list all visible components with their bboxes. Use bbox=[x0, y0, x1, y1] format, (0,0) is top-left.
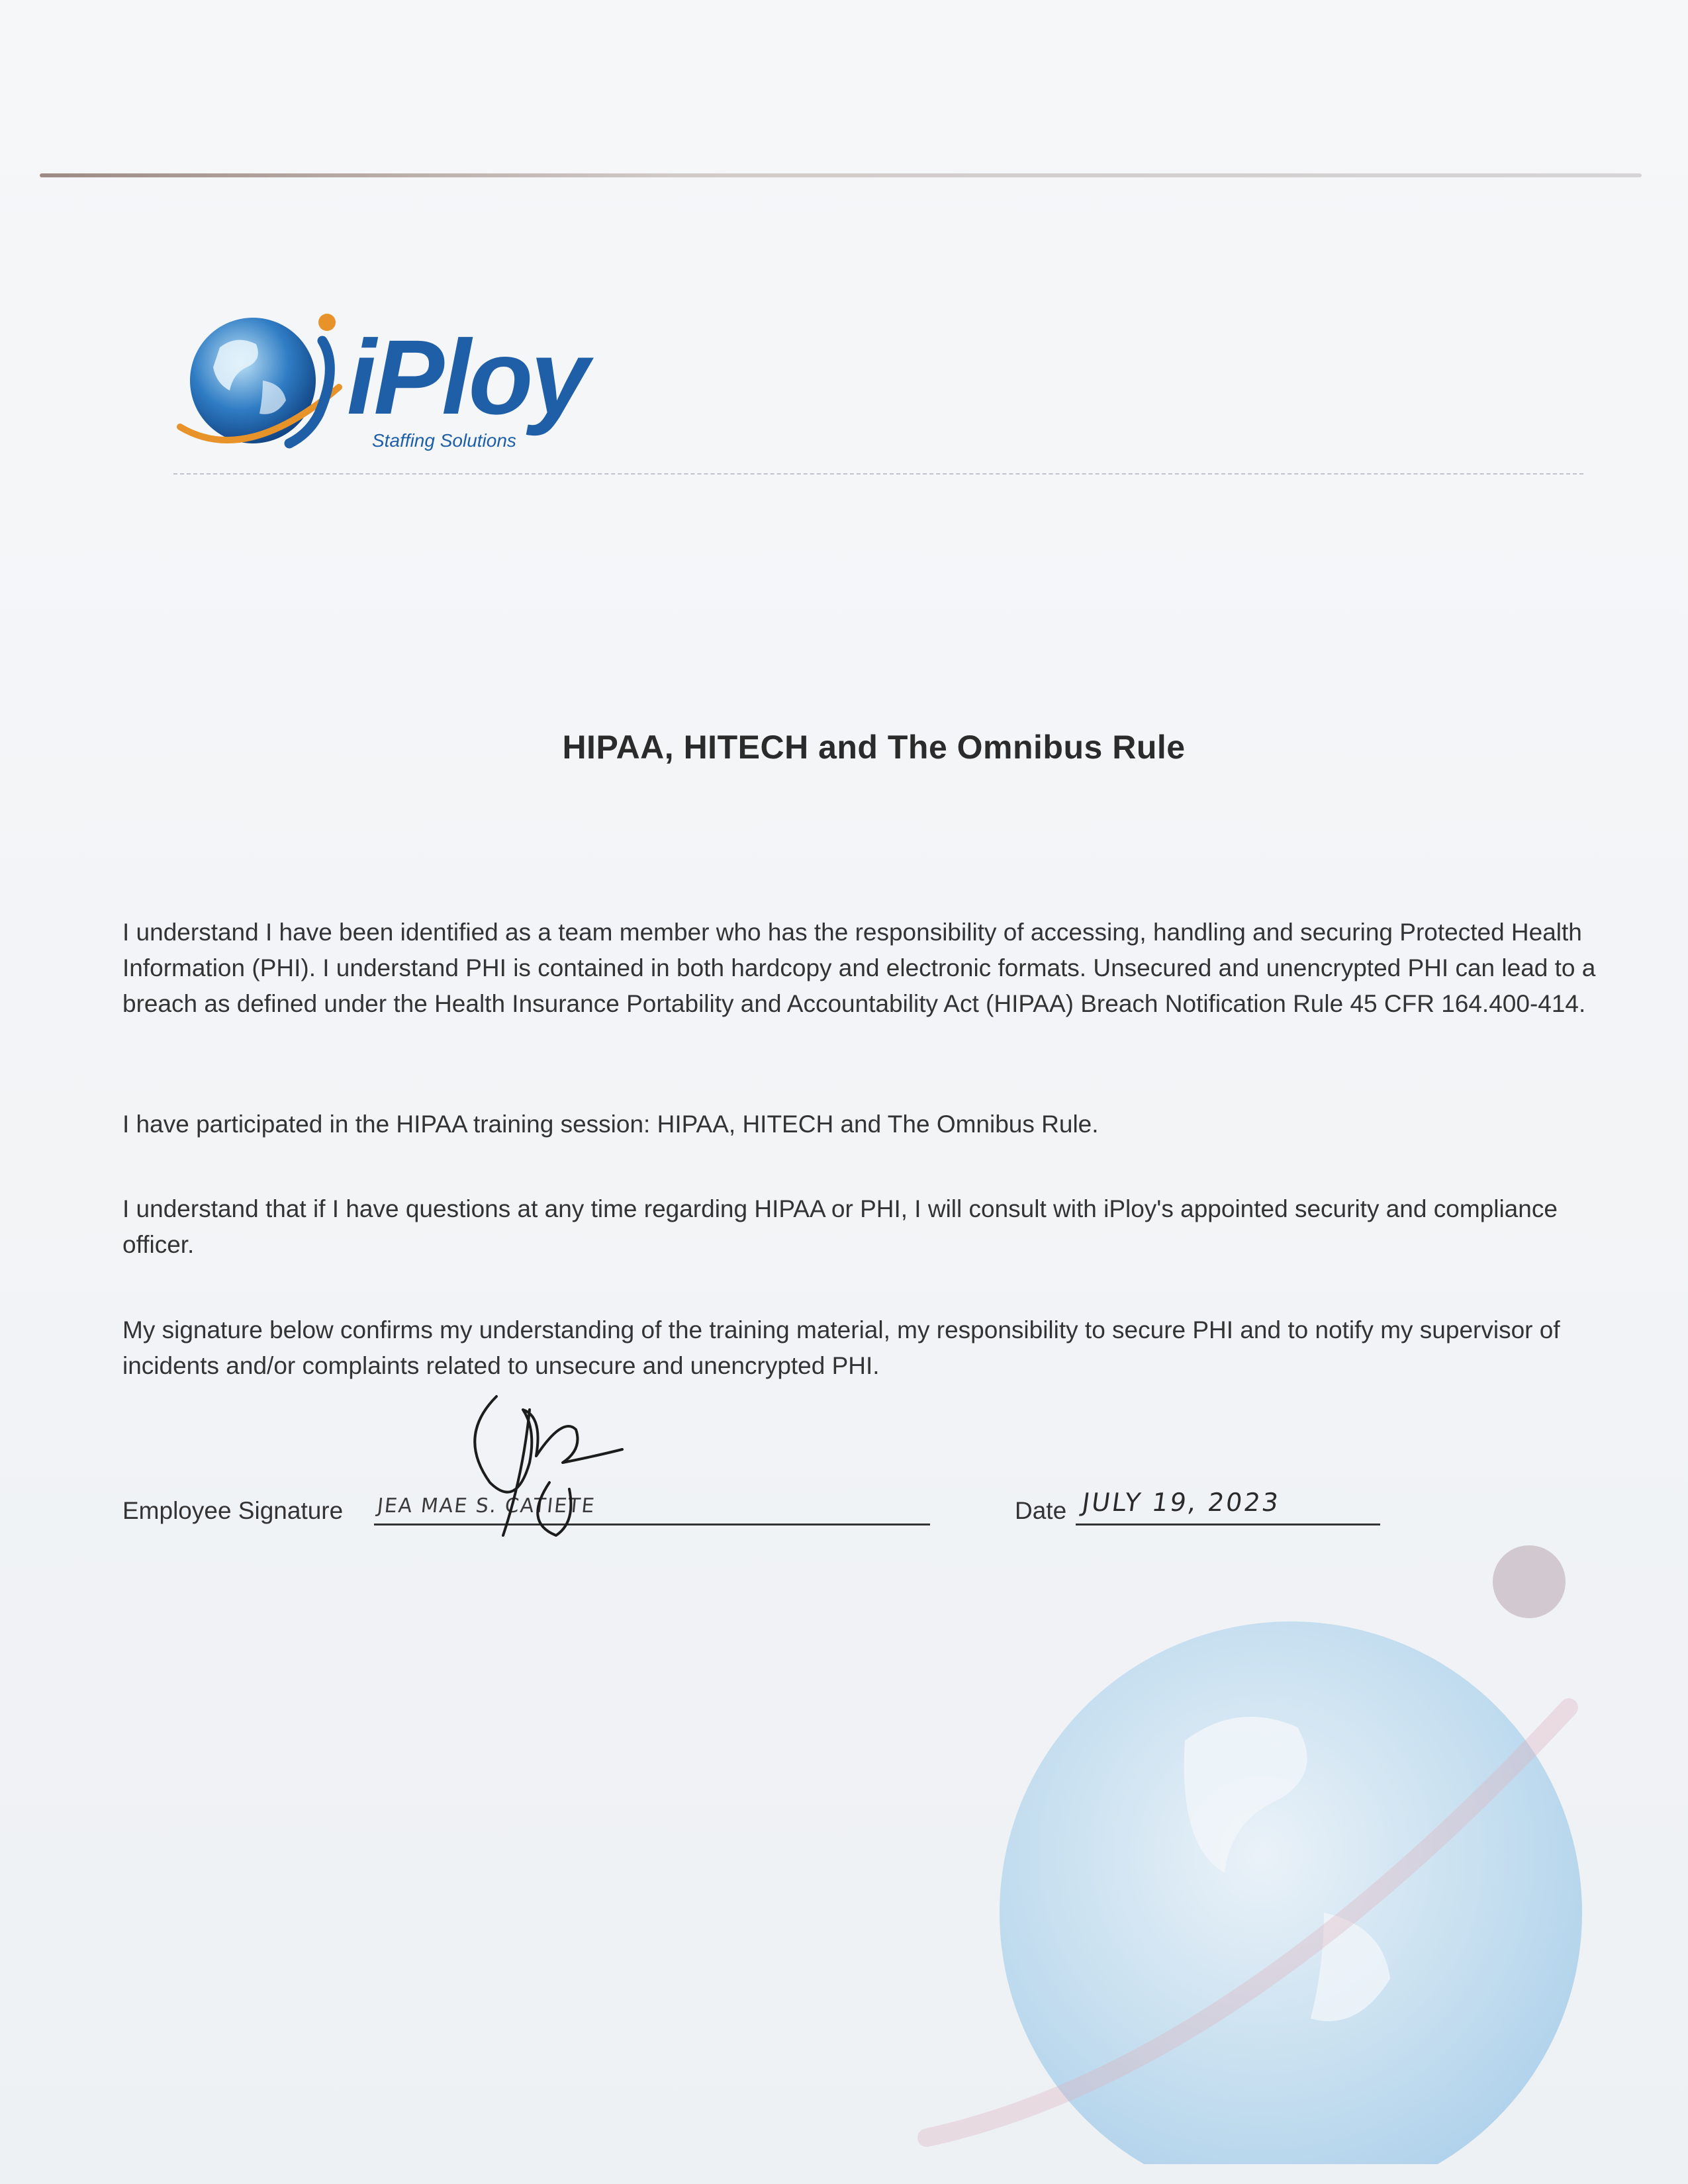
date-label: Date bbox=[1015, 1497, 1067, 1524]
logo-wordmark: iPloy bbox=[347, 318, 587, 436]
date-line[interactable] bbox=[1076, 1524, 1380, 1525]
globe-watermark-icon bbox=[900, 1542, 1602, 2164]
document-title: HIPAA, HITECH and The Omnibus Rule bbox=[562, 729, 1186, 766]
employee-signature-label: Employee Signature bbox=[122, 1497, 344, 1524]
paragraph-training-participation: I have participated in the HIPAA training session: HIPAA, HITECH and The Omnibus Rule. bbox=[122, 1111, 1099, 1138]
logo-tagline: Staffing Solutions bbox=[372, 430, 516, 451]
header-divider bbox=[173, 473, 1583, 475]
paragraph-signature-confirmation: My signature below confirms my understanding of the training material, my responsibility to secure PHI and to notify my supervisor of incidents and/or complaints related to unsecure and unencrypted PHI. bbox=[122, 1316, 1560, 1379]
handwritten-signature bbox=[450, 1383, 669, 1549]
top-fold-line bbox=[40, 173, 1642, 177]
paragraph-phi-responsibility: I understand I have been identified as a team member who has the responsibility of accessing, handling and securing Protected Health Information (PHI). I understand PHI is contained in both hardcopy and electronic formats. Unsecured and unencrypted PHI can lead to a breach as defined under the Health Insurance Portability and Accountability Act (HIPAA) Breach Notification Rule 45 CFR 164.400-414. bbox=[122, 919, 1596, 1017]
handwritten-date: JULY 19, 2023 bbox=[1080, 1488, 1282, 1517]
company-logo bbox=[173, 301, 637, 460]
paragraph-compliance-officer: I understand that if I have questions at any time regarding HIPAA or PHI, I will consult with iPloy's appointed security and compliance officer. bbox=[122, 1195, 1558, 1258]
employee-printed-name: JEA MAE S. CATIETE bbox=[376, 1494, 597, 1518]
